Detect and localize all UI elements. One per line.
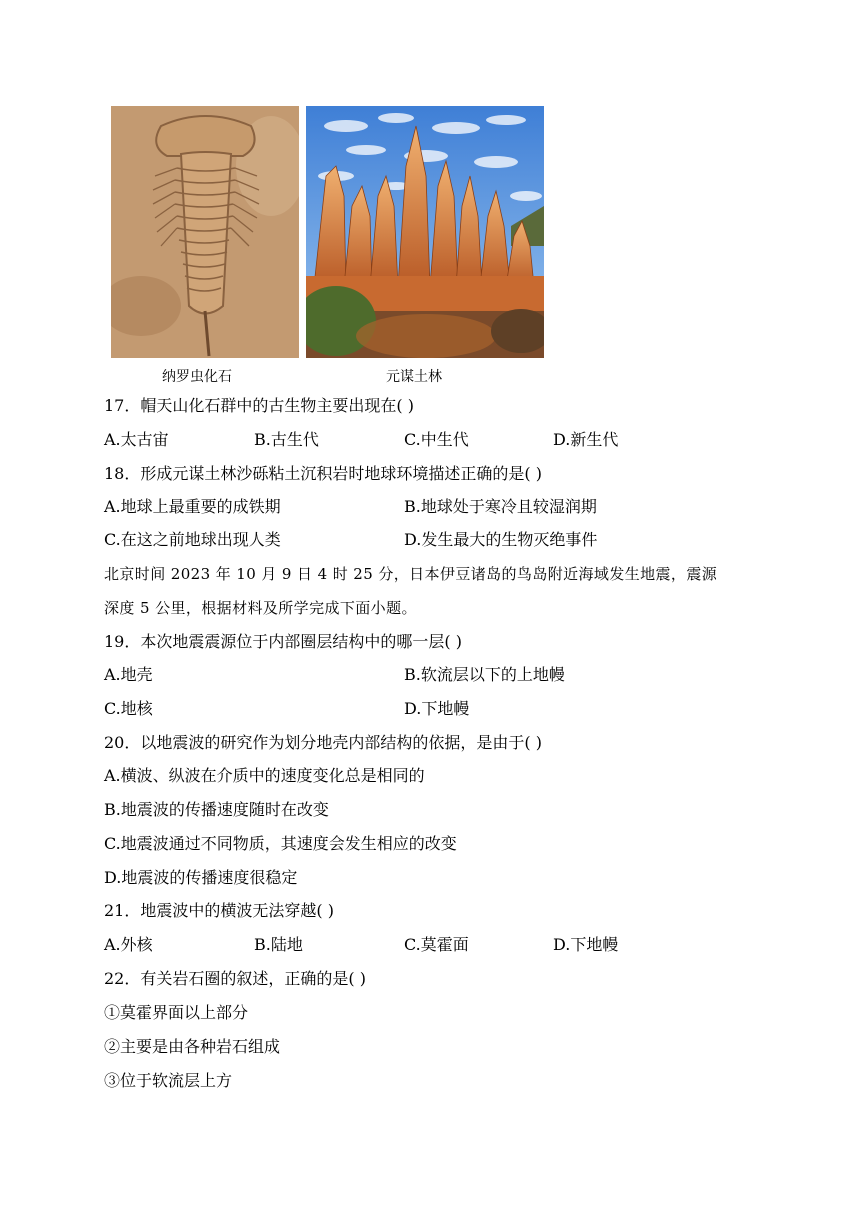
figure-caption-earth-forest: 元谋土林: [386, 369, 442, 385]
question-21-stem: 21．地震波中的横波无法穿越( ): [104, 901, 334, 920]
figure-block: [110, 106, 550, 388]
q18-option-b: B.地球处于寒冷且较湿润期: [404, 497, 597, 516]
q21-option-b: B.陆地: [254, 935, 303, 954]
q19-option-c: C.地核: [104, 699, 153, 718]
figure-caption-fossil: 纳罗虫化石: [162, 369, 232, 385]
material-line-2: 深度 5 公里，根据材料及所学完成下面小题。: [104, 599, 417, 617]
q21-option-d: D.下地幔: [553, 935, 619, 954]
q19-option-d: D.下地幔: [404, 699, 470, 718]
question-17-stem: 17．帽天山化石群中的古生物主要出现在( ): [104, 396, 414, 415]
q20-option-b: B.地震波的传播速度随时在改变: [104, 800, 329, 819]
q22-item-2: ②主要是由各种岩石组成: [104, 1037, 281, 1056]
q20-option-a: A.横波、纵波在介质中的速度变化总是相同的: [104, 766, 425, 785]
question-18-stem: 18．形成元谋土林沙砾粘土沉积岩时地球环境描述正确的是( ): [104, 464, 542, 483]
q22-item-3: ③位于软流层上方: [104, 1071, 233, 1090]
question-19-stem: 19．本次地震震源位于内部圈层结构中的哪一层( ): [104, 632, 462, 651]
trilobite-fossil-image: [111, 106, 299, 358]
q19-option-a: A.地壳: [104, 665, 153, 684]
q17-option-c: C.中生代: [404, 430, 469, 449]
q22-item-1: ①莫霍界面以上部分: [104, 1003, 249, 1022]
q17-option-d: D.新生代: [553, 430, 619, 449]
q19-option-b: B.软流层以下的上地幔: [404, 665, 565, 684]
q18-option-c: C.在这之前地球出现人类: [104, 530, 281, 549]
q20-option-c: C.地震波通过不同物质，其速度会发生相应的改变: [104, 834, 457, 853]
q17-option-a: A.太古宙: [104, 430, 169, 449]
q21-option-c: C.莫霍面: [404, 935, 469, 954]
yuanmou-earth-forest-image: [306, 106, 544, 358]
q17-option-b: B.古生代: [254, 430, 319, 449]
material-line-1: 北京时间 2023 年 10 月 9 日 4 时 25 分，日本伊豆诸岛的鸟岛附近海域发生地震，震源: [104, 565, 718, 583]
q21-option-a: A.外核: [104, 935, 153, 954]
q20-option-d: D.地震波的传播速度很稳定: [104, 868, 298, 887]
question-22-stem: 22．有关岩石圈的叙述，正确的是( ): [104, 969, 366, 988]
q18-option-a: A.地球上最重要的成铁期: [104, 497, 281, 516]
question-20-stem: 20．以地震波的研究作为划分地壳内部结构的依据，是由于( ): [104, 733, 542, 752]
q18-option-d: D.发生最大的生物灭绝事件: [404, 530, 598, 549]
